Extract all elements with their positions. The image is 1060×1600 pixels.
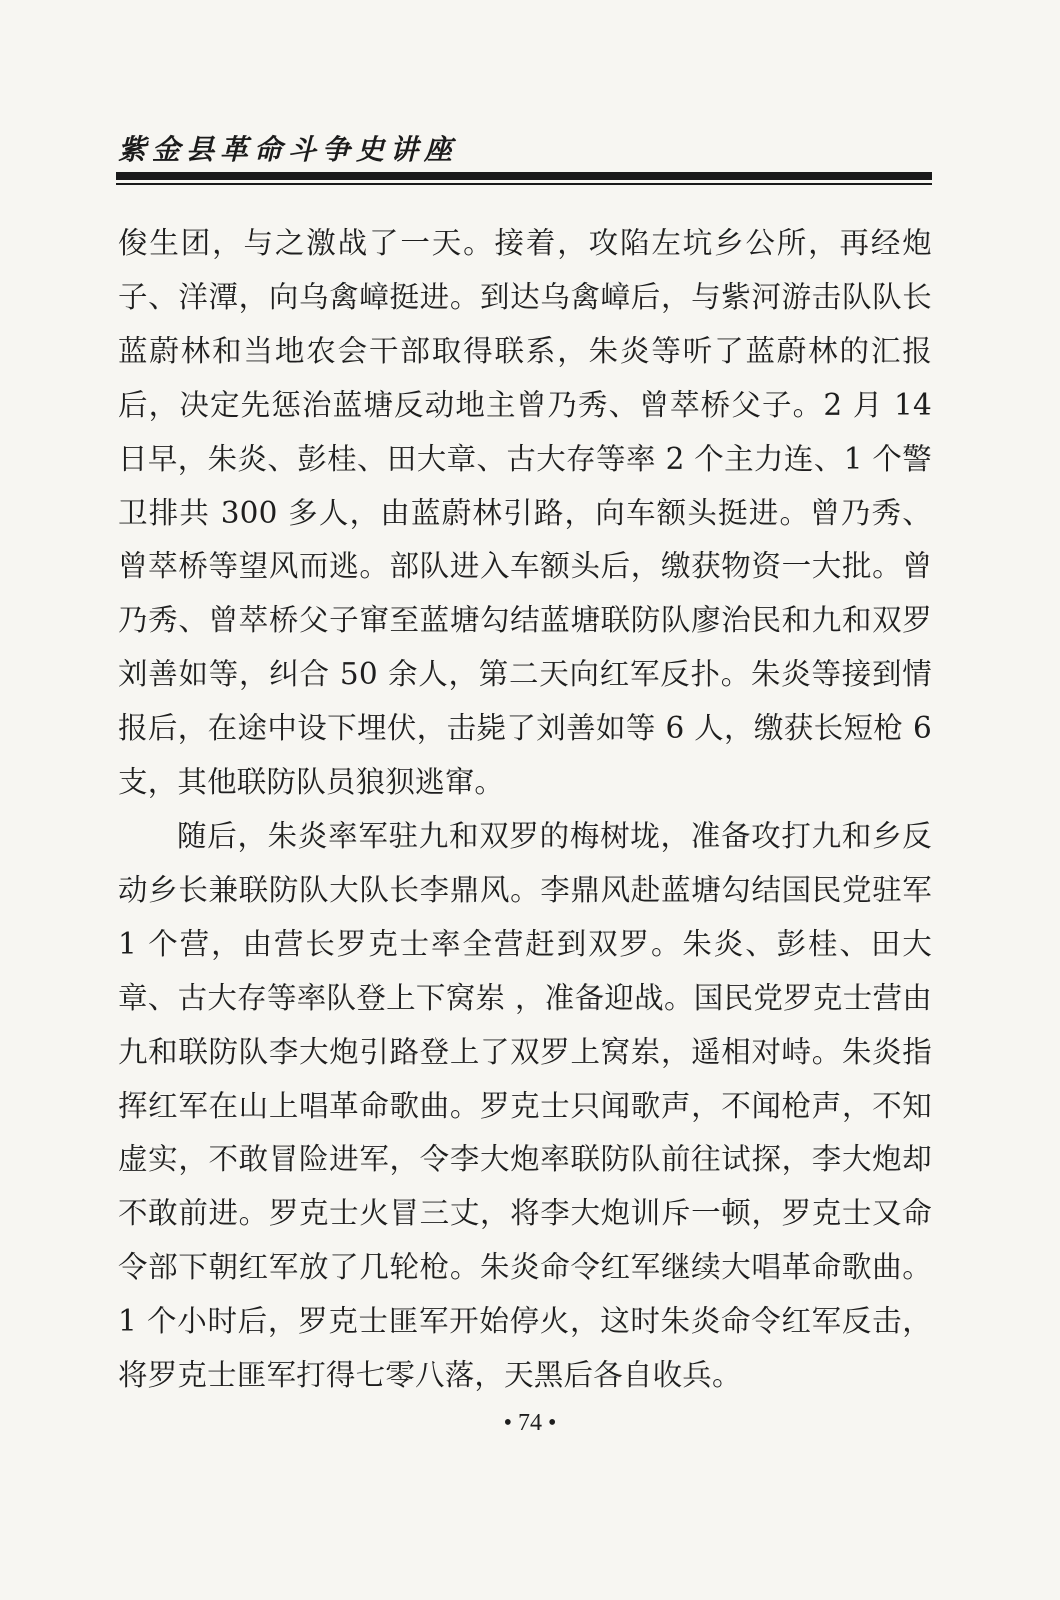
body-text [118, 217, 932, 1403]
running-header: 紫金县革命斗争史讲座 [118, 133, 459, 166]
header-rule [116, 172, 932, 180]
page-number: • 74 • [503, 1410, 557, 1436]
paragraph-continued: 俊生团，与之激战了一天。接着，攻陷左坑乡公所，再经炮子、洋潭，向乌禽嶂挺进。到达乌禽嶂后，与紫河游击队队长蓝蔚林和当地农会干部取得联系，朱炎等听了蓝蔚林的汇报后，决定先惩治蓝塘反动地主曾乃秀、曾萃桥父子。2 月 14 日早，朱炎、彭桂、田大章、古大存等率 2 个主力连、1 个警卫排共 300 多人，由蓝蔚林引路，向车额头挺进。曾乃秀、曾萃桥等望风而逃。部队进入车额头后，缴获物资一大批。曾乃秀、曾萃桥父子窜至蓝塘勾结蓝塘联防队廖治民和九和双罗刘善如等，纠合 50 余人，第二天向红军反扑。朱炎等接到情报后，在途中设下埋伏，击毙了刘善如等 6 人，缴获长短枪 6 支，其他联防队员狼狈逃窜。 [118, 226, 932, 800]
header-rule-thin [116, 183, 932, 185]
paragraph: 随后，朱炎率军驻九和双罗的梅树垅，准备攻打九和乡反动乡长兼联防队大队长李鼎风。李鼎风赴蓝塘勾结国民党驻军 1 个营，由营长罗克士率全营赶到双罗。朱炎、彭桂、田大章、古大存等率队登上下窝岽 ，准备迎战。国民党罗克士营由九和联防队李大炮引路登上了双罗上窝岽，遥相对峙。朱炎指挥红军在山上唱革命歌曲。罗克士只闻歌声，不闻枪声，不知虚实，不敢冒险进军，令李大炮率联防队前往试探，李大炮却不敢前进。罗克士火冒三丈，将李大炮训斥一顿，罗克士又命令部下朝红军放了几轮枪。朱炎命令红军继续大唱革命歌曲。1 个小时后，罗克士匪军开始停火，这时朱炎命令红军反击，将罗克士匪军打得七零八落，天黑后各自收兵。 [118, 818, 932, 1393]
